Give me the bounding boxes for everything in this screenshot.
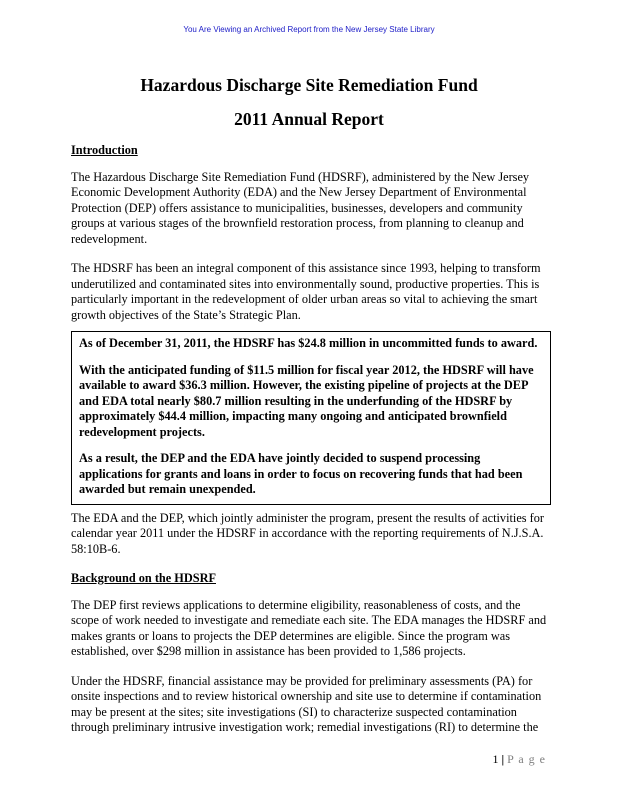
results-paragraph: The EDA and the DEP, which jointly administer the program, present the results of activities for calendar year 2011 under the HDSRF in accordance with the reporting requirements of N.J.S.A. 58:10B-6.: [71, 510, 544, 556]
background-heading: Background on the HDSRF: [71, 571, 216, 585]
page-label: P a g e: [507, 752, 546, 766]
funding-callout-box: [71, 331, 551, 505]
report-body: [71, 143, 551, 750]
intro-paragraph-2: The HDSRF has been an integral component of this assistance since 1993, helping to transform underutilized and contaminated sites into environmentally sound, productive properties. This is particularly important in the redevelopment of older urban areas so vital to achieving the smart growth objectives of the State’s Strategic Plan.: [71, 261, 541, 322]
report-title: Hazardous Discharge Site Remediation Fund: [140, 75, 478, 95]
background-paragraph-1: The DEP first reviews applications to determine eligibility, reasonableness of costs, and the scope of work needed to investigate and remediate each site. The EDA manages the HDSRF and makes grants or loans to projects the DEP determines are eligible. Since the program was established, over $298 million in assistance has been provided to 1,586 projects.: [71, 597, 547, 658]
page-number: 1: [492, 752, 499, 766]
introduction-heading: Introduction: [71, 143, 138, 157]
callout-paragraph-3: As a result, the DEP and the EDA have jointly decided to suspend processing applications for grants and loans in order to focus on recovering funds that had been awarded but remain unexpended.: [79, 451, 523, 496]
callout-paragraph-2: With the anticipated funding of $11.5 million for fiscal year 2012, the HDSRF will have available to award $36.3 million. However, the existing pipeline of projects at the DEP and EDA total nearly $80.7 million resulting in the underfunding of the HDSRF by approximately $44.4 million, impacting many ongoing and anticipated brownfield redevelopment projects.: [79, 362, 534, 439]
background-paragraph-2: Under the HDSRF, financial assistance may be provided for preliminary assessments (PA) for onsite inspections and to review historical ownership and site use to determine if contamination may be present at the sites; site investigations (SI) to characterize suspected contamination through preliminary intrusive investigation work; remedial investigations (RI) to determine the: [71, 673, 542, 734]
page-separator: |: [501, 752, 505, 766]
report-subtitle: 2011 Annual Report: [234, 109, 384, 129]
archive-banner: You Are Viewing an Archived Report from the New Jersey State Library: [183, 25, 435, 34]
intro-paragraph-1: The Hazardous Discharge Site Remediation Fund (HDSRF), administered by the New Jersey Economic Development Authority (EDA) and the New Jersey Department of Environmental Protection (DEP) offers assistance to municipalities, businesses, developers and community groups at various stages of the brownfield restoration process, from planning to cleanup and redevelopment.: [71, 169, 530, 246]
callout-paragraph-1: As of December 31, 2011, the HDSRF has $24.8 million in uncommitted funds to award.: [79, 336, 538, 350]
page-footer: [492, 752, 546, 767]
